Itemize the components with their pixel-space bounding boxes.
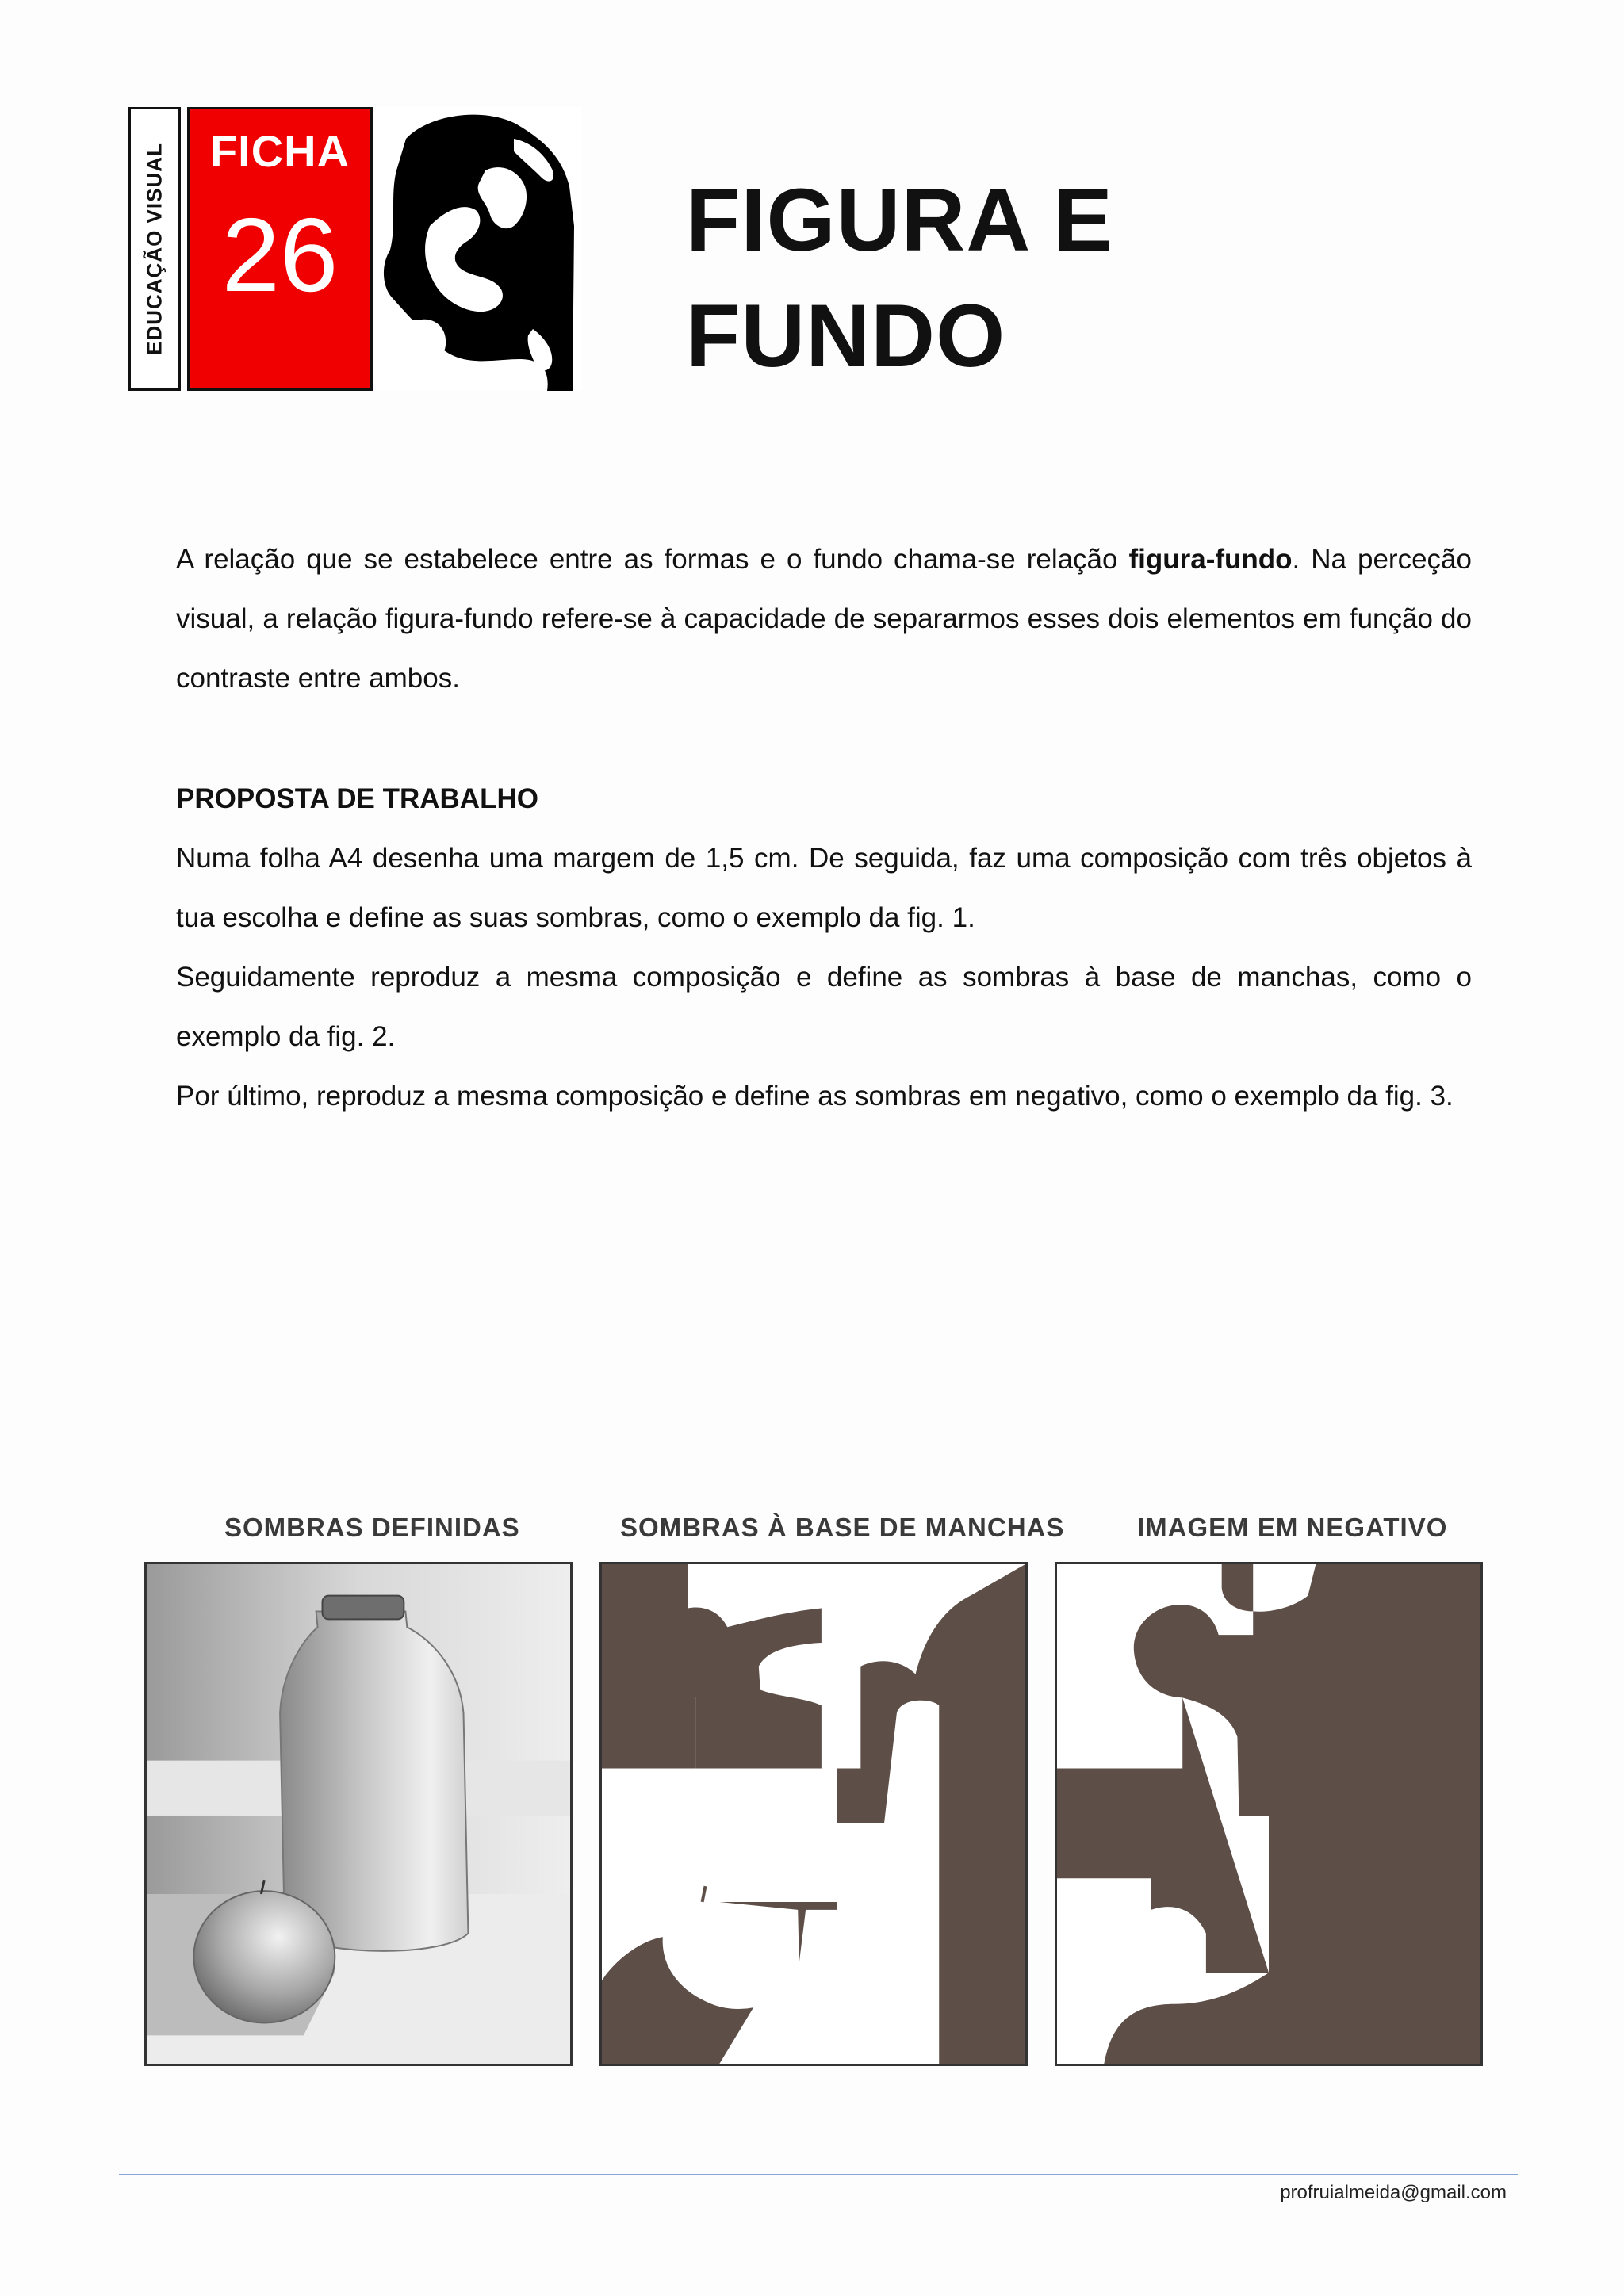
proposal-step-1: Numa folha A4 desenha uma margem de 1,5 cm. De seguida, faz uma composição com três objetos à tua escolha e define as suas sombras, como o exemplo da fig. 1. [176,843,1472,933]
title-line-1: FIGURA E [686,170,1113,270]
worksheet-number: 26 [221,197,339,313]
intro-paragraph [176,530,1472,708]
figure-1-caption: SOMBRAS DEFINIDAS [224,1513,520,1542]
figure-ground-logo [374,107,582,391]
figure-2-caption: SOMBRAS À BASE DE MANCHAS [620,1513,1065,1542]
work-proposal [176,769,1472,1126]
intro-text: A relação que se estabelece entre as formas e o fundo chama-se relação [176,544,1129,575]
intro-bold-term: figura-fundo [1128,544,1293,575]
footer-email[interactable]: profruialmeida@gmail.com [1280,2182,1507,2203]
worksheet-badge [187,107,373,391]
figure-3-negative-image [1055,1562,1483,2066]
proposal-step-3: Por último, reproduz a mesma composição e define as sombras em negativo, como o exemplo da fig. 3. [176,1081,1454,1112]
subject-tag [128,107,181,391]
figure-2-patch-shadows [599,1562,1028,2066]
worksheet-label: FICHA [209,126,350,176]
intro-text-end: . Na perceção visual, a relação figura-fundo refere-se à capacidade de separarmos esses dois elementos em função do contraste entre ambos. [176,544,1472,694]
title-line-2: FUNDO [686,286,1006,385]
proposal-heading: PROPOSTA DE TRABALHO [176,783,538,814]
footer-divider [119,2174,1518,2175]
figure-3-caption: IMAGEM EM NEGATIVO [1137,1513,1448,1542]
page-title [686,163,1113,394]
proposal-step-2: Seguidamente reproduz a mesma composição e define as sombras à base de manchas, como o exemplo da fig. 2. [176,962,1472,1052]
subject-label: EDUCAÇÃO VISUAL [142,143,167,355]
figure-1-defined-shadows [144,1562,573,2066]
